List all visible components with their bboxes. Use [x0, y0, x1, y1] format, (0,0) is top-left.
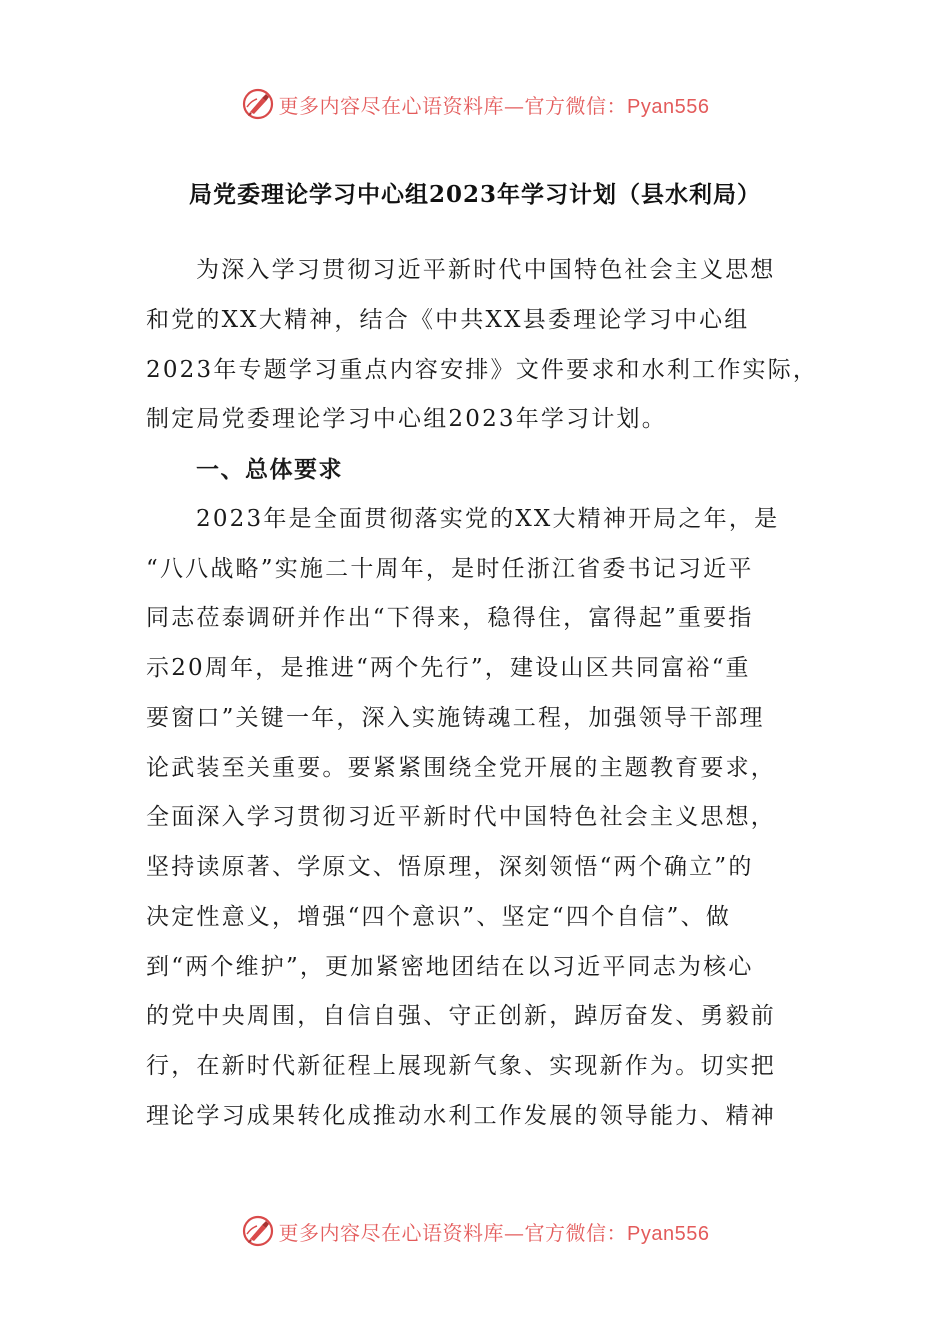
- paragraph-line: 到“两个维护”，更加紧密地团结在以习近平同志为核心: [146, 953, 754, 980]
- section-heading: 一、总体要求: [196, 456, 343, 483]
- paragraph-line: 理论学习成果转化成推动水利工作发展的领导能力、精神: [146, 1102, 776, 1129]
- pen-nib-logo-icon: [241, 87, 275, 121]
- paragraph-line: 2023年专题学习重点内容安排》文件要求和水利工作实际，: [146, 356, 819, 383]
- document-title: 局党委理论学习中心组2023年学习计划（县水利局）: [188, 181, 761, 208]
- watermark-text: 更多内容尽在心语资料库—官方微信：Pyan556: [278, 93, 710, 118]
- document-body: [146, 246, 819, 1142]
- watermark-wechat-id: Pyan556: [627, 95, 710, 118]
- paragraph-line: 决定性意义，增强“四个意识”、坚定“四个自信”、做: [146, 903, 732, 930]
- paragraph-line: 论武装至关重要。要紧紧围绕全党开展的主题教育要求，: [146, 754, 776, 781]
- watermark-text: 更多内容尽在心语资料库—官方微信：Pyan556: [278, 1220, 710, 1245]
- pen-nib-logo-icon: [241, 1214, 275, 1248]
- paragraph-line: 全面深入学习贯彻习近平新时代中国特色社会主义思想，: [146, 804, 776, 831]
- watermark-wechat-id: Pyan556: [627, 1222, 710, 1245]
- paragraph-line: 的党中央周围，自信自强、守正创新，踔厉奋发、勇毅前: [146, 1003, 776, 1030]
- paragraph-line: 2023年是全面贯彻落实党的XX大精神开局之年，是: [196, 505, 780, 532]
- paragraph-line: 制定局党委理论学习中心组2023年学习计划。: [146, 406, 667, 433]
- paragraph-line: 为深入学习贯彻习近平新时代中国特色社会主义思想: [196, 257, 776, 283]
- paragraph-line: 同志莅泰调研并作出“下得来，稳得住，富得起”重要指: [146, 605, 754, 632]
- watermark-banner-bottom: [0, 1211, 950, 1251]
- paragraph-line: 行，在新时代新征程上展现新气象、实现新作为。切实把: [146, 1053, 776, 1079]
- paragraph-line: 和党的XX大精神，结合《中共XX县委理论学习中心组: [146, 306, 750, 333]
- paragraph-line: 坚持读原著、学原文、悟原理，深刻领悟“两个确立”的: [146, 854, 754, 880]
- paragraph-line: 要窗口”关键一年，深入实施铸魂工程，加强领导干部理: [146, 704, 765, 731]
- paragraph-line: “八八战略”实施二十周年，是时任浙江省委书记习近平: [146, 555, 754, 582]
- paragraph-line: 示20周年，是推进“两个先行”，建设山区共同富裕“重: [146, 655, 751, 681]
- watermark-banner-top: [0, 84, 950, 124]
